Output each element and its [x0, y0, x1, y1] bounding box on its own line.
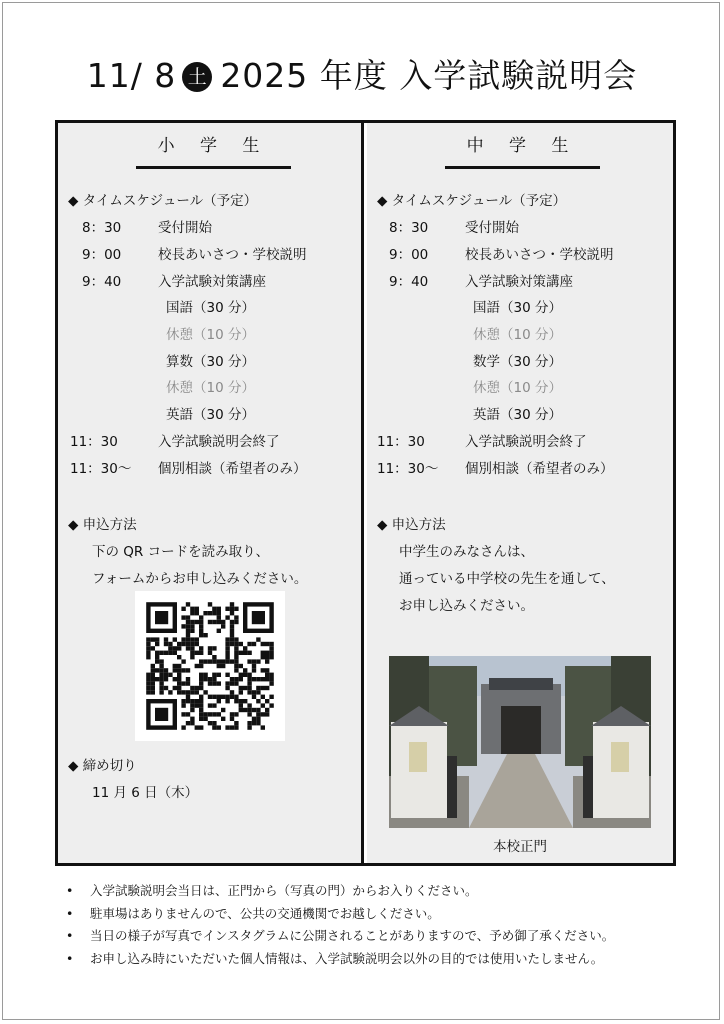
schedule-item: 入学試験対策講座	[465, 274, 573, 290]
apply-text: フォームからお申し込みください。	[92, 571, 308, 587]
apply-text: 下の QR コードを読み取り、	[92, 544, 270, 560]
note-item: • お申し込み時にいただいた個人情報は、入学試験説明会以外の目的では使用いたしません。	[66, 948, 614, 971]
schedule-item: 校長あいさつ・学校説明	[465, 247, 614, 263]
schedule-title: ◆ タイムスケジュール（予定）	[68, 193, 258, 209]
schedule-item: 個別相談（希望者のみ）	[465, 461, 614, 477]
schedule-time: 9：40	[389, 274, 429, 290]
note-item: • 当日の様子が写真でインスタグラムに公開されることがありますので、予め御了承ください。	[66, 925, 614, 948]
schedule-time: 11：30	[377, 434, 425, 450]
schedule-item: 入学試験説明会終了	[158, 434, 280, 450]
session-item: 国語（30 分）	[166, 300, 255, 316]
schedule-item: 受付開始	[158, 220, 212, 236]
session-item: 国語（30 分）	[473, 300, 562, 316]
title-date: 11/ 8	[86, 56, 177, 95]
junior-heading: 中 学 生	[445, 131, 600, 169]
schedule-item: 入学試験対策講座	[158, 274, 266, 290]
apply-text: 通っている中学校の先生を通して、	[399, 571, 615, 587]
info-box	[55, 120, 676, 866]
session-item: 数学（30 分）	[473, 354, 562, 370]
photo-caption: 本校正門	[493, 839, 547, 855]
schedule-time: 8：30	[389, 220, 429, 236]
schedule-title: ◆ タイムスケジュール（予定）	[377, 193, 567, 209]
schedule-item: 個別相談（希望者のみ）	[158, 461, 307, 477]
break-item: 休憩（10 分）	[166, 380, 255, 396]
note-item: • 入学試験説明会当日は、正門から（写真の門）からお入りください。	[66, 880, 614, 903]
note-item: • 駐車場はありませんので、公共の交通機関でお越しください。	[66, 903, 614, 926]
schedule-item: 入学試験説明会終了	[465, 434, 587, 450]
page-title	[0, 50, 724, 97]
notes-list	[66, 880, 614, 970]
schedule-time: 11：30～	[377, 461, 439, 477]
break-item: 休憩（10 分）	[473, 380, 562, 396]
session-item: 算数（30 分）	[166, 354, 255, 370]
break-item: 休憩（10 分）	[166, 327, 255, 343]
schedule-time: 9：40	[82, 274, 122, 290]
schedule-time: 11：30～	[70, 461, 132, 477]
elementary-heading: 小 学 生	[136, 131, 291, 169]
schedule-time: 9：00	[82, 247, 122, 263]
session-item: 英語（30 分）	[166, 407, 255, 423]
schedule-time: 8：30	[82, 220, 122, 236]
deadline-title: ◆ 締め切り	[68, 758, 137, 774]
deadline-date: 11 月 6 日（木）	[92, 785, 199, 801]
apply-text: 中学生のみなさんは、	[399, 544, 534, 560]
apply-title: ◆ 申込方法	[68, 517, 137, 533]
application-qr-code[interactable]	[135, 591, 285, 741]
weekday-badge: 土	[182, 62, 212, 92]
break-item: 休憩（10 分）	[473, 327, 562, 343]
apply-title: ◆ 申込方法	[377, 517, 446, 533]
schedule-time: 11：30	[70, 434, 118, 450]
schedule-item: 校長あいさつ・学校説明	[158, 247, 307, 263]
title-event: 2025 年度 入学試験説明会	[220, 56, 638, 95]
session-item: 英語（30 分）	[473, 407, 562, 423]
junior-column	[367, 123, 673, 863]
schedule-item: 受付開始	[465, 220, 519, 236]
apply-text: お申し込みください。	[399, 598, 534, 614]
schedule-time: 9：00	[389, 247, 429, 263]
elementary-column	[58, 123, 364, 863]
school-gate-photo	[389, 656, 651, 828]
